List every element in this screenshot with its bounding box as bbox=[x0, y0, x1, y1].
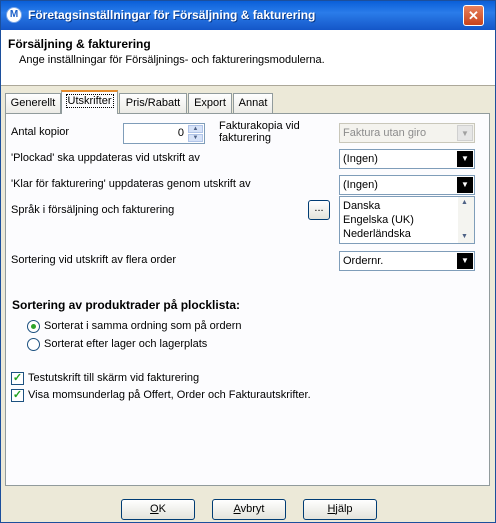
header-panel bbox=[1, 30, 495, 86]
increment-icon[interactable]: ▲ bbox=[188, 125, 203, 133]
ok-button[interactable] bbox=[121, 499, 195, 520]
vat-basis-checkbox[interactable]: ✓ bbox=[12, 389, 23, 401]
picked-label: 'Plockad' ska uppdateras vid utskrift av bbox=[11, 152, 200, 164]
tab-label: Annat bbox=[238, 97, 268, 109]
ready-select[interactable] bbox=[339, 175, 475, 195]
page-title: Försäljning & fakturering bbox=[8, 37, 151, 51]
scroll-up-icon[interactable]: ▲ bbox=[461, 199, 468, 206]
cancel-button[interactable] bbox=[212, 499, 286, 520]
copies-label: Antal kopior bbox=[11, 126, 70, 138]
test-print-label[interactable]: Testutskrift till skärm vid fakturering bbox=[28, 372, 200, 384]
test-print-checkbox[interactable]: ✓ bbox=[12, 372, 23, 384]
app-icon: M bbox=[6, 7, 22, 23]
ok-mnemonic: O bbox=[150, 503, 159, 515]
chevron-down-icon[interactable]: ▼ bbox=[457, 151, 473, 167]
list-item[interactable]: Danska bbox=[343, 200, 381, 212]
invoice-copy-value: Faktura utan giro bbox=[343, 127, 427, 139]
list-scrollbar[interactable] bbox=[458, 197, 474, 243]
list-item[interactable]: Nederländska bbox=[343, 228, 411, 240]
tab-label: Pris/Rabatt bbox=[125, 97, 181, 109]
language-list[interactable] bbox=[339, 196, 475, 244]
copies-stepper[interactable] bbox=[123, 123, 205, 144]
radio-order-sequence-label[interactable]: Sorterat i samma ordning som på ordern bbox=[44, 320, 242, 332]
language-label: Språk i försäljning och fakturering bbox=[11, 204, 175, 216]
chevron-down-icon[interactable]: ▼ bbox=[457, 125, 473, 141]
title-bar[interactable] bbox=[1, 1, 495, 30]
tab-generellt[interactable] bbox=[5, 93, 61, 113]
sort-select[interactable] bbox=[339, 251, 475, 271]
help-label: jälp bbox=[335, 503, 353, 515]
tab-label: Generellt bbox=[10, 97, 56, 109]
ok-label: K bbox=[158, 503, 166, 515]
vat-basis-label[interactable]: Visa momsunderlag på Offert, Order och Fakturautskrifter. bbox=[28, 389, 311, 401]
sort-label: Sortering vid utskrift av flera order bbox=[11, 254, 177, 266]
picked-select[interactable] bbox=[339, 149, 475, 169]
radio-order-sequence[interactable] bbox=[27, 320, 40, 333]
decrement-icon[interactable]: ▼ bbox=[188, 134, 203, 142]
cancel-mnemonic: A bbox=[233, 503, 241, 515]
picked-value: (Ingen) bbox=[343, 153, 378, 165]
help-mnemonic: H bbox=[327, 503, 336, 515]
radio-warehouse-location-label[interactable]: Sorterat efter lager och lagerplats bbox=[44, 338, 208, 350]
tab-pris-rabatt[interactable] bbox=[119, 93, 187, 113]
ready-value: (Ingen) bbox=[343, 179, 378, 191]
window-title: Företagsinställningar för Försäljning & fakturering bbox=[28, 8, 316, 22]
invoice-copy-label: Fakturakopia vid bbox=[219, 120, 300, 132]
tab-export[interactable] bbox=[188, 93, 232, 113]
chevron-down-icon[interactable]: ▼ bbox=[457, 177, 473, 193]
picklist-section-title: Sortering av produktrader på plocklista: bbox=[12, 298, 241, 312]
chevron-down-icon[interactable]: ▼ bbox=[457, 253, 473, 269]
close-button[interactable]: ✕ bbox=[463, 5, 484, 26]
sort-value: Ordernr. bbox=[343, 255, 384, 267]
tab-annat[interactable] bbox=[233, 93, 273, 113]
tab-label: Export bbox=[194, 97, 226, 109]
language-browse-button[interactable]: ... bbox=[308, 200, 330, 220]
ready-label: 'Klar för fakturering' uppdateras genom utskrift av bbox=[11, 178, 251, 190]
tab-utskrifter[interactable] bbox=[61, 90, 118, 114]
invoice-copy-select[interactable] bbox=[339, 123, 475, 143]
stepper-buttons bbox=[188, 125, 203, 142]
radio-warehouse-location[interactable] bbox=[27, 338, 40, 351]
tab-label: Utskrifter bbox=[67, 95, 112, 107]
invoice-copy-label-line2: fakturering bbox=[219, 132, 271, 144]
list-item[interactable]: Engelska (UK) bbox=[343, 214, 414, 226]
scroll-down-icon[interactable]: ▼ bbox=[461, 233, 468, 240]
copies-value: 0 bbox=[177, 127, 184, 139]
page-subtitle: Ange inställningar för Försäljnings- och faktureringsmodulerna. bbox=[19, 54, 325, 66]
cancel-label: vbryt bbox=[240, 503, 265, 515]
help-button[interactable] bbox=[303, 499, 377, 520]
